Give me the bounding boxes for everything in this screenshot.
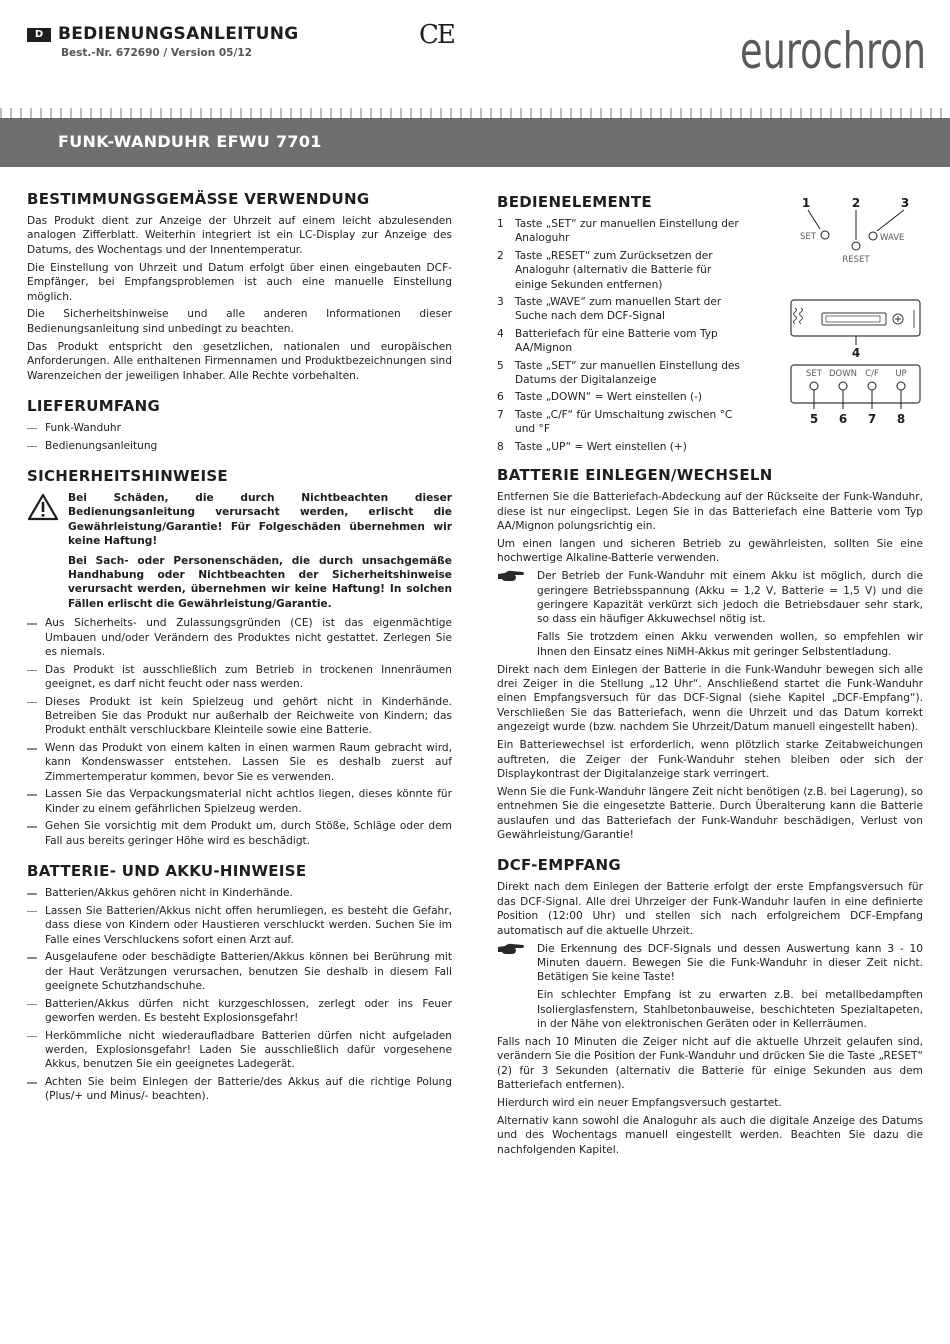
item-text: Taste „UP“ = Wert einstellen (+) xyxy=(515,440,687,453)
item-number: 1 xyxy=(497,218,504,230)
control-item xyxy=(497,359,745,388)
callout-number: 5 xyxy=(809,412,819,426)
list-item: Wenn das Produkt von einem kalten in einen warmen Raum gebracht wird, kann Kondenswasser entstehen. Lassen Sie es deshalb zuerst auf Zimmertemperatur kommen, bevor Sie es verwenden. xyxy=(27,741,452,784)
section-title: BATTERIE EINLEGEN/WECHSELN xyxy=(497,466,773,485)
section-dcf xyxy=(497,856,923,1157)
section-delivery xyxy=(27,397,452,453)
product-title: FUNK-WANDUHR EFWU 7701 xyxy=(58,132,322,151)
control-item xyxy=(497,408,745,437)
document-header xyxy=(0,0,950,108)
list-item: Ausgelaufene oder beschädigte Batterien/Akkus können bei Berührung mit der Haut Verätzungen verursachen, benutzen Sie deshalb in diesem Fall geeignete Schutzhandschuhe. xyxy=(27,950,452,993)
paragraph: Die Sicherheitshinweise und alle anderen Informationen dieser Bedienungsanleitung sind unbedingt zu beachten. xyxy=(27,308,452,335)
callout-number: 3 xyxy=(900,196,910,210)
item-text: Taste „DOWN“ = Wert einstellen (-) xyxy=(515,391,703,404)
callout-number: 2 xyxy=(851,196,861,210)
list-item: Das Produkt ist ausschließlich zum Betrieb in trockenen Innenräumen geeignet, es darf nicht feucht oder nass werden. xyxy=(27,663,452,692)
paragraph: Um einen langen und sicheren Betrieb zu gewährleisten, sollten Sie eine hochwertige Alkaline-Batterie verwenden. xyxy=(497,537,923,565)
section-title: LIEFERUMFANG xyxy=(27,396,161,415)
control-item xyxy=(497,217,745,246)
item-number: 7 xyxy=(497,408,504,421)
item-text: Taste „SET“ zur manuellen Einstellung der Analoguhr xyxy=(515,218,739,245)
paragraph: Direkt nach dem Einlegen der Batterie in die Funk-Wanduhr bewegen sich alle drei Zeiger in die Stellung „12 Uhr“. Anschließend startet die Funk-Wanduhr einen Empfangsversuch für das DCF-Signal (siehe Kapitel „DCF-Empfang“). Verschließen Sie das Batteriefach, wenn die Uhrzeit und das Datum korrekt angezeigt wurde (bzw. nachdem Sie Uhrzeit/Datum manuell eingestellt haben). xyxy=(497,663,923,734)
button-label: SET xyxy=(806,369,822,379)
set-label: SET xyxy=(800,232,816,242)
paragraph: Ein Batteriewechsel ist erforderlich, wenn plötzlich starke Zeitabweichungen auftreten, die Zeiger der Funk-Wanduhr stehen bleiben oder sich der Displaykontrast der Digitalanzeige stark verringert. xyxy=(497,739,923,780)
pointing-hand-icon xyxy=(497,569,525,583)
list-item: Aus Sicherheits- und Zulassungsgründen (CE) ist das eigenmächtige Umbauen und/oder Verändern des Produktes nicht gestattet. Zerlegen Sie es niemals. xyxy=(27,616,452,659)
item-text: Taste „WAVE“ zum manuellen Start der Suche nach dem DCF-Signal xyxy=(515,296,722,323)
section-title: BATTERIE- UND AKKU-HINWEISE xyxy=(27,862,307,881)
control-item xyxy=(497,327,745,356)
item-number: 6 xyxy=(497,391,504,404)
controls-diagram xyxy=(787,195,927,427)
button-label: C/F xyxy=(865,369,879,379)
control-item xyxy=(497,295,745,324)
section-title: BEDIENELEMENTE xyxy=(497,193,652,211)
reset-label: RESET xyxy=(842,255,870,265)
language-badge: D xyxy=(27,28,51,42)
order-number: Best.-Nr. 672690 / Version 05/12 xyxy=(61,47,252,59)
button-label: UP xyxy=(895,369,907,379)
section-battery-insert xyxy=(497,466,923,842)
note-text: Falls Sie trotzdem einen Akku verwenden wollen, so empfehlen wir Ihnen den Einsatz eines NiMH-Akkus mit geringer Selbstentladung. xyxy=(537,631,923,658)
list-item: Lassen Sie Batterien/Akkus nicht offen herumliegen, es besteht die Gefahr, dass diese von Kindern oder Haustieren verschluckt werden. Suchen Sie im Falle eines Verschluckens sofort einen Arzt auf. xyxy=(27,904,452,947)
brand-wordmark: eurochron xyxy=(740,22,926,76)
callout-number: 8 xyxy=(896,412,906,426)
callout-number: 6 xyxy=(838,412,848,426)
section-intended-use xyxy=(27,190,452,383)
warning-triangle-icon xyxy=(27,493,59,521)
section-title: SICHERHEITSHINWEISE xyxy=(27,466,228,485)
list-item: Gehen Sie vorsichtig mit dem Produkt um, durch Stöße, Schläge oder dem Fall aus bereits geringer Höhe wird es beschädigt. xyxy=(27,819,452,848)
list-item: Funk-Wanduhr xyxy=(27,421,452,435)
list-item: Herkömmliche nicht wiederaufladbare Batterien dürfen nicht aufgeladen werden, Explosionsgefahr! Laden Sie ausschließlich dafür vorgesehene Akkus, benutzen Sie ein geeignetes Ladegerät. xyxy=(27,1029,452,1072)
list-item: Dieses Produkt ist kein Spielzeug und gehört nicht in Kinderhände. Betreiben Sie das Produkt nur außerhalb der Reichweite von Kindern; das Produkt enthält verschluckbare Kleinteile sowie eine Batterie. xyxy=(27,695,452,738)
button-label: DOWN xyxy=(829,369,857,379)
control-item xyxy=(497,440,745,454)
list-item: Batterien/Akkus dürfen nicht kurzgeschlossen, zerlegt oder ins Feuer geworfen werden. Es besteht Explosionsgefahr! xyxy=(27,997,452,1026)
warning-text: Bei Schäden, die durch Nichtbeachten dieser Bedienungsanleitung verursacht werden, erlischt die Gewährleistung/Garantie! Für Folgeschäden übernehmen wir keine Haftung! xyxy=(68,491,452,548)
item-number: 5 xyxy=(497,359,504,372)
callout-number: 7 xyxy=(867,412,877,426)
paragraph: Entfernen Sie die Batteriefach-Abdeckung auf der Rückseite der Funk-Wanduhr, diese ist nur eingeclipst. Legen Sie in das Batteriefach eine Batterie vom Typ AA/Mignon polungsrichtig ein. xyxy=(497,491,923,532)
list-item: Batterien/Akkus gehören nicht in Kinderhände. xyxy=(27,886,452,900)
document-type: BEDIENUNGSANLEITUNG xyxy=(58,24,299,44)
item-text: Taste „SET“ zur manuellen Einstellung des Datums der Digitalanzeige xyxy=(515,359,740,387)
item-number: 4 xyxy=(497,327,504,340)
wave-label: WAVE xyxy=(880,233,905,243)
brand-logo xyxy=(738,12,928,76)
warning-text: Bei Sach- oder Personenschäden, die durch unsachgemäße Handhabung oder Nichtbeachten der Sicherheitshinweise verursacht werden, übernehmen wir keine Haftung! In solchen Fällen erlischt die Gewährleistung/Garantie. xyxy=(68,554,452,610)
left-column xyxy=(27,190,452,1107)
item-text: Taste „RESET“ zum Zurücksetzen der Analoguhr (alternativ die Batterie für einige Sekunden entfernen) xyxy=(515,249,713,291)
paragraph: Das Produkt entspricht den gesetzlichen, nationalen und europäischen Anforderungen. Alle enthaltenen Firmennamen und Produktbezeichnungen sind Warenzeichen der jeweiligen Inhaber. Alle Rechte vorbehalten. xyxy=(27,340,452,382)
paragraph: Wenn Sie die Funk-Wanduhr längere Zeit nicht benötigen (z.B. bei Lagerung), so entnehmen Sie die eingesetzte Batterie. Durch Überalterung kann die Batterie auslaufen und das Batteriefach der Funk-Wanduhr beschädigen, Verlust von Gewährleistung/Garantie! xyxy=(497,785,923,842)
list-item: Bedienungsanleitung xyxy=(27,439,452,453)
section-safety xyxy=(27,467,452,848)
ce-mark: CE xyxy=(419,20,454,50)
section-title: BESTIMMUNGSGEMÄSSE VERWENDUNG xyxy=(27,190,370,208)
control-item xyxy=(497,390,745,404)
section-title: DCF-EMPFANG xyxy=(497,856,621,875)
note-block xyxy=(497,942,923,1032)
item-number: 3 xyxy=(497,296,504,309)
paragraph: Direkt nach dem Einlegen der Batterie erfolgt der erste Empfangsversuch für das DCF-Signal. Alle drei Uhrzeiger der Funk-Wanduhr laufen in eine definierte Position (12:00 Uhr) und stellen sich nach erfolgreichem DCF-Empfang automatisch auf die aktuelle Uhrzeit. xyxy=(497,881,923,937)
paragraph: Alternativ kann sowohl die Analoguhr als auch die digitale Anzeige des Datums und des Wochentags manuell eingestellt werden. Beachten Sie dazu die nachfolgenden Kapitel. xyxy=(497,1115,923,1156)
pointing-hand-icon xyxy=(497,942,525,956)
note-text: Die Erkennung des DCF-Signals und dessen Auswertung kann 3 - 10 Minuten dauern. Bewegen Sie die Funk-Wanduhr in dieser Zeit nicht. Betätigen Sie keine Taste! xyxy=(537,942,923,984)
paragraph: Falls nach 10 Minuten die Zeiger nicht auf die aktuelle Uhrzeit gelaufen sind, verändern Sie die Position der Funk-Wanduhr und drücken Sie die Taste „RESET“ (2) für 3 Sekunden (alternativ die Batterie für einige Sekunden aus dem Batteriefach entfernen). xyxy=(497,1036,923,1092)
list-item: Achten Sie beim Einlegen der Batterie/des Akkus auf die richtige Polung (Plus/+ und Minus/- beachten). xyxy=(27,1075,452,1104)
tick-divider xyxy=(0,108,950,118)
item-text: Batteriefach für eine Batterie vom Typ AA/Mignon xyxy=(515,327,718,355)
item-number: 2 xyxy=(497,249,504,262)
note-text: Der Betrieb der Funk-Wanduhr mit einem Akku ist möglich, durch die geringere Betriebsspannung (Akku = 1,2 V, Batterie = 1,5 V) und die geringere Kapazität verkürzt sich jedoch die Betriebsdauer sehr stark, so dass ein häufiger Akkuwechsel nötig ist. xyxy=(537,570,923,626)
item-number: 8 xyxy=(497,440,504,453)
paragraph: Das Produkt dient zur Anzeige der Uhrzeit auf einem leicht abzulesenden analogen Zifferblatt. Weiterhin integriert ist ein LC-Display zur Anzeige des Datums, des Wochentags und der Innentemperatur. xyxy=(27,215,452,256)
note-text: Ein schlechter Empfang ist zu erwarten z.B. bei metallbedampften Isolierglasfenstern, Stahlbetonbauweise, beschichteten Spezialtapeten, in der Nähe von elektronischen Geräten oder in Kellerräumen. xyxy=(537,989,923,1031)
item-text: Taste „C/F“ für Umschaltung zwischen °C und °F xyxy=(515,408,733,436)
control-item xyxy=(497,249,745,292)
warning-block xyxy=(27,491,452,611)
note-block xyxy=(497,569,923,659)
list-item: Lassen Sie das Verpackungsmaterial nicht achtlos liegen, dieses könnte für Kinder zu einem gefährlichen Spielzeug werden. xyxy=(27,787,452,816)
callout-number: 4 xyxy=(851,346,861,360)
callout-number: 1 xyxy=(801,196,811,210)
paragraph: Die Einstellung von Uhrzeit und Datum erfolgt über einen eingebauten DCF-Empfänger, bei Empfangsproblemen ist auch eine manuelle Einstellung möglich. xyxy=(27,261,452,303)
paragraph: Hierdurch wird ein neuer Empfangsversuch gestartet. xyxy=(497,1097,782,1110)
section-battery-notes xyxy=(27,862,452,1104)
